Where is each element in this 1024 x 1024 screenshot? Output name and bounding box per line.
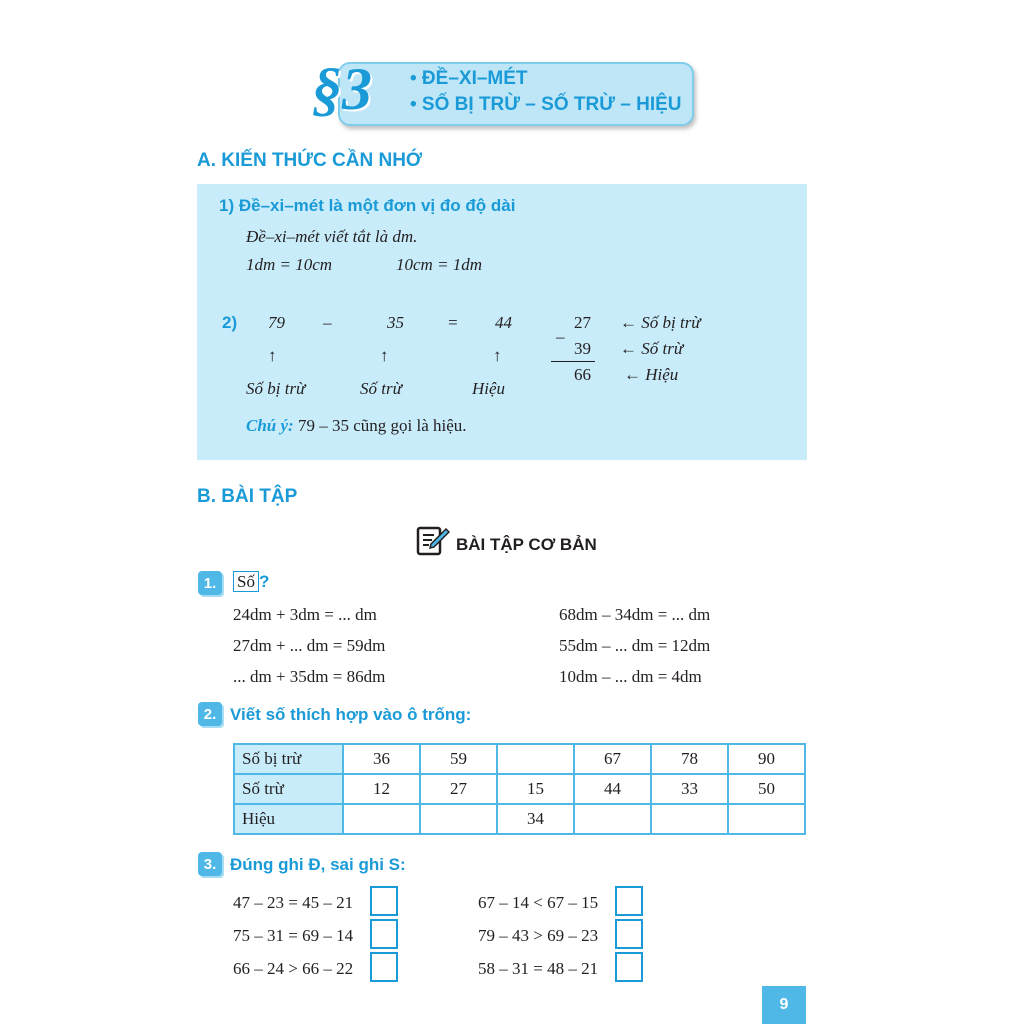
ex1-left-1: 24dm + 3dm = ... dm — [233, 605, 377, 624]
question-mark: ? — [258, 572, 270, 591]
exercise-3-badge: 3. — [198, 852, 222, 876]
vertical-subtrahend: 39 — [574, 339, 591, 358]
exercise-3-title: Đúng ghi Đ, sai ghi S: — [230, 855, 406, 874]
table-cell: 27 — [420, 774, 497, 804]
vertical-label-difference: ← Hiệu — [624, 365, 679, 384]
table-cell-blank[interactable] — [728, 804, 805, 834]
table-cell: 33 — [651, 774, 728, 804]
ex1-right-2: 55dm – ... dm = 12dm — [559, 636, 711, 655]
table-row — [234, 804, 805, 834]
exercise-1-instruction — [233, 572, 269, 592]
table-cell-blank[interactable] — [574, 804, 651, 834]
vertical-label-minuend: ← Số bị trừ — [620, 313, 701, 332]
vertical-minus: – — [556, 327, 565, 346]
note-text: 79 – 35 cũng gọi là hiệu. — [297, 416, 467, 435]
ex3-left-2: 75 – 31 = 69 – 14 — [233, 926, 354, 945]
knowledge-item1-line: Đề–xi–mét viết tắt là dm. — [246, 227, 418, 246]
expr-equals: = — [447, 313, 459, 332]
exercise-2-title: Viết số thích hợp vào ô trống: — [230, 705, 472, 724]
ex1-left-3: ... dm + 35dm = 86dm — [233, 667, 386, 686]
section-a-title: A. KIẾN THỨC CẦN NHỚ — [197, 150, 423, 171]
page-number: 9 — [762, 986, 806, 1024]
table-cell-blank[interactable] — [343, 804, 420, 834]
answer-checkbox[interactable] — [615, 919, 643, 949]
label-subtrahend: Số trừ — [360, 379, 402, 398]
answer-checkbox[interactable] — [370, 886, 398, 916]
table-cell: 36 — [343, 744, 420, 774]
lesson-topic-2: • SỐ BỊ TRỪ – SỐ TRỪ – HIỆU — [410, 94, 682, 115]
ex3-right-1: 67 – 14 < 67 – 15 — [478, 893, 599, 912]
label-difference: Hiệu — [472, 379, 506, 398]
answer-checkbox[interactable] — [615, 886, 643, 916]
expr-minus: – — [323, 313, 332, 332]
ex3-right-2: 79 – 43 > 69 – 23 — [478, 926, 599, 945]
ex1-right-3: 10dm – ... dm = 4dm — [559, 667, 702, 686]
answer-checkbox[interactable] — [370, 952, 398, 982]
knowledge-item1-title: 1) Đề–xi–mét là một đơn vị đo độ dài — [219, 196, 516, 215]
ex3-left-3: 66 – 24 > 66 – 22 — [233, 959, 354, 978]
table-cell: 15 — [497, 774, 574, 804]
answer-checkbox[interactable] — [615, 952, 643, 982]
label-minuend: Số bị trừ — [246, 379, 306, 398]
vertical-rule — [551, 361, 595, 362]
subtraction-table — [233, 743, 806, 835]
table-row — [234, 774, 805, 804]
vertical-label-subtrahend: ← Số trừ — [620, 339, 684, 358]
table-cell: 50 — [728, 774, 805, 804]
expr-difference: 44 — [495, 313, 512, 332]
vertical-difference: 66 — [574, 365, 591, 384]
table-cell: 34 — [497, 804, 574, 834]
knowledge-item2-label: 2) — [222, 313, 238, 332]
exercise-2-badge: 2. — [198, 702, 222, 726]
table-cell: 44 — [574, 774, 651, 804]
table-cell-blank[interactable] — [497, 744, 574, 774]
arrow-up-icon: ↑ — [268, 346, 277, 365]
table-cell: 90 — [728, 744, 805, 774]
row-label: Số bị trừ — [234, 744, 343, 774]
table-cell: 59 — [420, 744, 497, 774]
row-label: Hiệu — [234, 804, 343, 834]
exercise-pencil-icon — [416, 525, 450, 557]
basic-exercises-heading: BÀI TẬP CƠ BẢN — [456, 535, 597, 554]
knowledge-eq2: 10cm = 1dm — [396, 255, 483, 274]
vertical-minuend: 27 — [574, 313, 591, 332]
knowledge-eq1: 1dm = 10cm — [246, 255, 333, 274]
table-cell: 12 — [343, 774, 420, 804]
table-cell-blank[interactable] — [420, 804, 497, 834]
ex1-right-1: 68dm – 34dm = ... dm — [559, 605, 711, 624]
row-label: Số trừ — [234, 774, 343, 804]
table-cell: 78 — [651, 744, 728, 774]
table-cell: 67 — [574, 744, 651, 774]
lesson-number: §3 — [312, 56, 372, 122]
expr-subtrahend: 35 — [387, 313, 404, 332]
lesson-topic-1: • ĐỀ–XI–MÉT — [410, 68, 528, 89]
expr-minuend: 79 — [268, 313, 285, 332]
table-row — [234, 744, 805, 774]
arrow-up-icon: ↑ — [493, 346, 502, 365]
fill-number-box: Số — [233, 571, 259, 592]
answer-checkbox[interactable] — [370, 919, 398, 949]
note — [246, 416, 467, 436]
arrow-up-icon: ↑ — [380, 346, 389, 365]
ex3-right-3: 58 – 31 = 48 – 21 — [478, 959, 599, 978]
table-cell-blank[interactable] — [651, 804, 728, 834]
section-b-title: B. BÀI TẬP — [197, 486, 298, 507]
ex3-left-1: 47 – 23 = 45 – 21 — [233, 893, 354, 912]
exercise-1-badge: 1. — [198, 571, 222, 595]
note-label: Chú ý: — [246, 416, 294, 435]
ex1-left-2: 27dm + ... dm = 59dm — [233, 636, 386, 655]
